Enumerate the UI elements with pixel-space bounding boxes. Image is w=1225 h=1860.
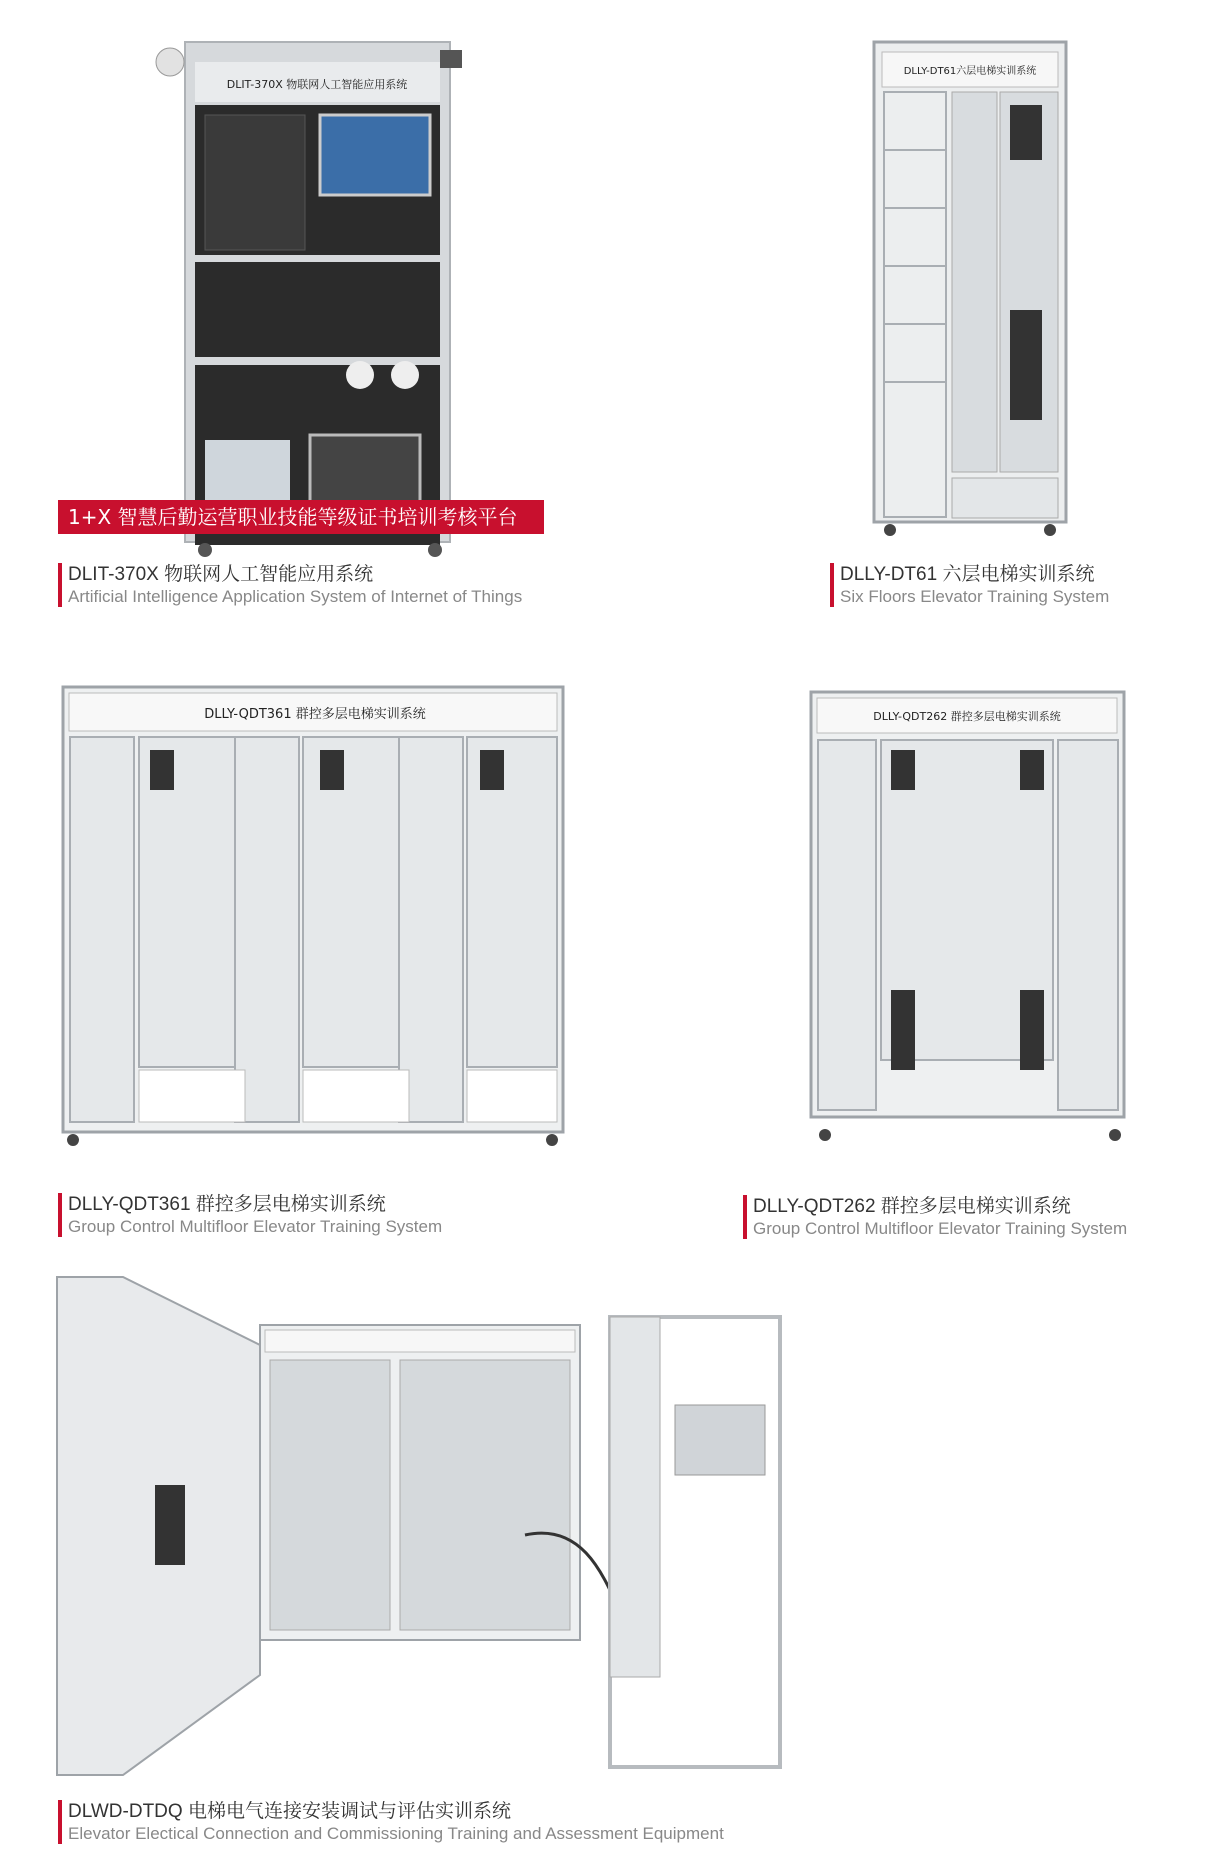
product-image-dlwd-dtdq <box>55 1275 795 1785</box>
cabinet-header-2: DLLY-DT61六层电梯实训系统 <box>903 66 1037 77</box>
product-caption-3 <box>58 1193 442 1237</box>
product-caption-4 <box>743 1195 1127 1239</box>
product-subtitle: Elevator Electical Connection and Commissioning Training and Assessment Equipment <box>68 1824 724 1843</box>
certification-badge: 1+X 智慧后勤运营职业技能等级证书培训考核平台 <box>58 500 544 534</box>
product-subtitle: Group Control Multifloor Elevator Training System <box>68 1217 443 1236</box>
product-title: DLIT-370X 物联网人工智能应用系统 <box>68 564 374 585</box>
product-image-dlly-dt61 <box>870 40 1075 540</box>
cabinet-header-3: DLLY-QDT361 群控多层电梯实训系统 <box>204 707 426 722</box>
product-title: DLLY-DT61 六层电梯实训系统 <box>840 564 1095 585</box>
product-image-dlit-370x <box>150 40 495 560</box>
product-caption-2 <box>830 563 1109 607</box>
product-title: DLLY-QDT262 群控多层电梯实训系统 <box>753 1196 1071 1217</box>
product-caption-5 <box>58 1800 724 1844</box>
product-image-dlly-qdt361 <box>55 685 570 1155</box>
product-image-dlly-qdt262 <box>805 690 1130 1150</box>
product-title: DLWD-DTDQ 电梯电气连接安装调试与评估实训系统 <box>68 1801 511 1822</box>
product-subtitle: Artificial Intelligence Application System of Internet of Things <box>68 587 523 606</box>
product-subtitle: Group Control Multifloor Elevator Training System <box>753 1219 1128 1238</box>
cabinet-header-1: DLIT-370X 物联网人工智能应用系统 <box>226 78 408 91</box>
product-caption-1 <box>58 563 522 607</box>
cabinet-header-4: DLLY-QDT262 群控多层电梯实训系统 <box>873 710 1061 723</box>
product-title: DLLY-QDT361 群控多层电梯实训系统 <box>68 1194 386 1215</box>
product-subtitle: Six Floors Elevator Training System <box>840 587 1110 606</box>
